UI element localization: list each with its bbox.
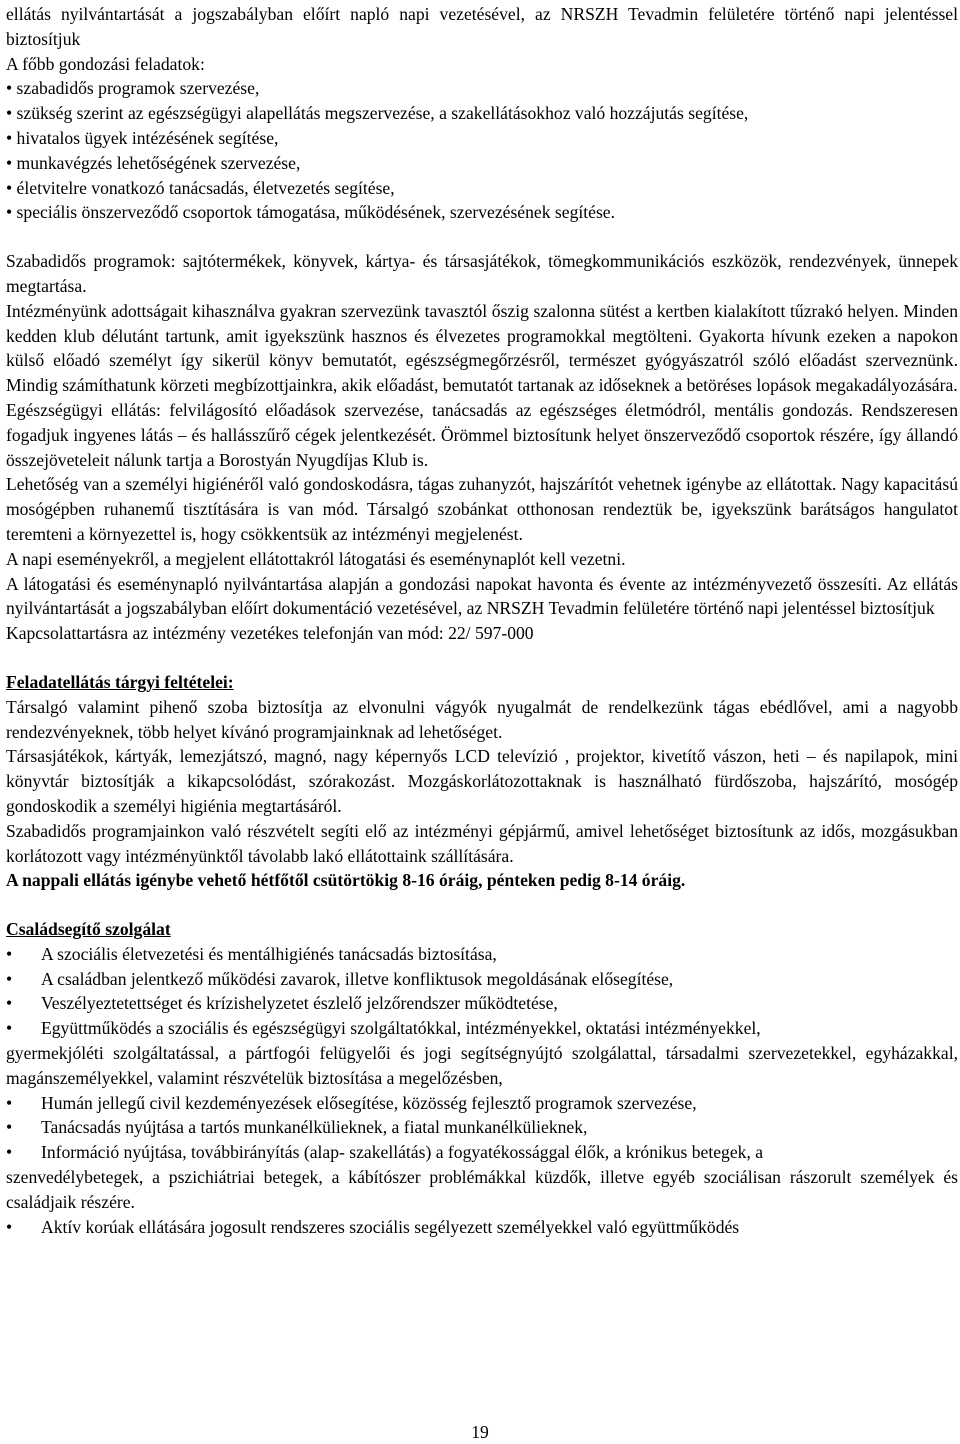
- intro-section: [6, 0, 958, 225]
- paragraph: A látogatási és eseménynapló nyilvántartása alapján a gondozási napokat havonta és évente az intézményvezető összesíti. Az ellátás nyilvántartását a jogszabályban előírt dokumentáció vezetésével, az NRSZH Tevadmin felületére történő napi jelentéssel biztosítjuk: [6, 573, 958, 619]
- bullet-icon: •: [6, 1117, 13, 1138]
- document-page: [6, 0, 958, 1239]
- task-item: • hivatalos ügyek intézésének segítése,: [6, 127, 279, 148]
- family-section: [6, 917, 958, 1239]
- task-item: • szükség szerint az egészségügyi alapellátás megszervezése, a szakellátásokhoz való hozzájutás segítése,: [6, 103, 749, 124]
- paragraph: Társalgó valamint pihenő szoba biztosítja az elvonulni vágyók nyugalmát de rendelkezünk tágas ebédlővel, ami a nagyobb rendezvényeknek, több helyet kívánó programjainknak ad lehetőséget.: [6, 696, 958, 742]
- service-list: [6, 942, 958, 1041]
- task-item: • speciális önszerveződő csoportok támogatása, működésének, szervezésének segítése.: [6, 202, 616, 223]
- bullet-icon: •: [6, 1018, 13, 1039]
- section-heading: Családsegítő szolgálat: [6, 919, 171, 940]
- bullet-icon: •: [6, 968, 13, 989]
- list-item-continuation: szenvedélybetegek, a pszichiátriai betegek, a kábítószer problémákkal küzdők, illetve egyéb szociálisan rászorult személyek és családjaik részére.: [6, 1167, 958, 1212]
- spacer: [6, 225, 958, 249]
- list-item: • A szociális életvezetési és mentálhigiénés tanácsadás biztosítása,: [6, 942, 958, 967]
- list-item: • Veszélyeztetettséget és krízishelyzetet észlelő jelzőrendszer működtetése,: [6, 991, 958, 1016]
- bullet-icon: •: [6, 943, 13, 964]
- paragraph: Lehetőség van a személyi higiénéről való gondoskodásra, tágas zuhanyzót, hajszárítót vehetnek igénybe az ellátottak. Nagy kapacitású mosógépben ruhanemű tisztítására is van mód. Társalgó szobánkat otthonosan rendeztük be, igyekszünk barátságos hangulatot teremteni a környezettel is, hogy csökkentsük az intézményi megjelenést.: [6, 474, 958, 544]
- tasks-title: A főbb gondozási feladatok:: [6, 53, 205, 74]
- paragraph: Szabadidős programjainkon való részvételt segíti elő az intézményi gépjármű, amivel lehetőséget biztosítunk az idős, mozgásukban korlátozott vagy intézményünktől távolabb lakó ellátottaink szállítására.: [6, 820, 958, 866]
- list-item-continuation: gyermekjóléti szolgáltatással, a pártfogói felügyelői és jogi segítségnyújtó szolgálattal, társadalmi szervezetekkel, egyházakkal, magánszemélyekkel, valamint részvételük biztosítása a megelőzésben,: [6, 1043, 958, 1088]
- paragraph: Intézményünk adottságait kihasználva gyakran szervezünk tavasztól őszig szalonna sütést a kertben kialakított tűzrakó helyen. Minden kedden klub délutánt tartunk, amit igyekszünk hasznos és élvezetes programokkal megtölteni. Gyakorta hívunk ezeken a napokon külső előadó személyt így sikerül könyv bemutatót, egészségmegőrzésről, természet gyógyászatról szóló előadást szerveznünk. Mindig számíthatunk körzeti megbízottjainkra, akik előadást, bemutatót tartanak az időseknek a betöréses lopások megakadályozására.: [6, 300, 958, 396]
- bullet-icon: •: [6, 1092, 13, 1113]
- list-item: • Információ nyújtása, továbbirányítás (alap- szakellátás) a fogyatékossággal élők, a krónikus betegek, a: [6, 1140, 958, 1165]
- task-item: • munkavégzés lehetőségének szervezése,: [6, 152, 301, 173]
- list-item: • Humán jellegű civil kezdeményezések elősegítése, közösség fejlesztő programok szervezése,: [6, 1091, 958, 1116]
- bullet-icon: •: [6, 1142, 13, 1163]
- service-list: [6, 1215, 958, 1240]
- programs-section: [6, 249, 958, 646]
- service-list: [6, 1091, 958, 1165]
- conditions-section: [6, 670, 958, 893]
- list-item: • A családban jelentkező működési zavarok, illetve konfliktusok megoldásának elősegítése,: [6, 967, 958, 992]
- intro-paragraph: ellátás nyilvántartását a jogszabályban előírt napló napi vezetésével, az NRSZH Tevadmin felületére történő napi jelentéssel biztosítjuk: [6, 4, 958, 49]
- spacer: [6, 893, 958, 917]
- list-item: • Együttműködés a szociális és egészségügyi szolgáltatókkal, intézményekkel, oktatási intézményekkel,: [6, 1016, 958, 1041]
- list-item: • Tanácsadás nyújtása a tartós munkanélkülieknek, a fiatal munkanélkülieknek,: [6, 1115, 958, 1140]
- page-number: 19: [471, 1422, 489, 1442]
- paragraph: Kapcsolattartásra az intézmény vezetékes telefonján van mód: 22/ 597-000: [6, 623, 534, 644]
- spacer: [6, 646, 958, 670]
- paragraph: Társasjátékok, kártyák, lemezjátszó, magnó, nagy képernyős LCD televízió , projektor, kivetítő vászon, heti – és napilapok, mini könyvtár biztosítják a kikapcsolódást, szórakozást. Mozgáskorlátozottaknak is használható fürdőszoba, hajszárító, mosógép gondoskodik a személyi higiénia megtartásáról.: [6, 746, 958, 816]
- section-heading: Feladatellátás tárgyi feltételei:: [6, 671, 234, 692]
- task-item: • szabadidős programok szervezése,: [6, 78, 260, 99]
- paragraph: A napi eseményekről, a megjelent ellátottakról látogatási és eseménynaplót kell vezetni.: [6, 548, 626, 569]
- paragraph: Egészségügyi ellátás: felvilágosító előadások szervezése, tanácsadás az egészséges életmódról, mentális gondozás. Rendszeresen fogadjuk ingyenes látás – és hallásszűrő cégek jelentkezését. Örömmel biztosítunk helyet önszerveződő csoportok részére, így állandó összejöveteleit nálunk tartja a Borostyán Nyugdíjas Klub is.: [6, 399, 958, 470]
- bullet-icon: •: [6, 993, 13, 1014]
- task-item: • életvitelre vonatkozó tanácsadás, életvezetés segítése,: [6, 177, 395, 198]
- list-item: • Aktív korúak ellátására jogosult rendszeres szociális segélyezett személyekkel való együttműködés: [6, 1215, 958, 1240]
- paragraph: Szabadidős programok: sajtótermékek, könyvek, kártya- és társasjátékok, tömegkommunikációs eszközök, rendezvények, ünnepek megtartása.: [6, 251, 958, 296]
- bullet-icon: •: [6, 1216, 13, 1237]
- opening-hours: A nappali ellátás igénybe vehető hétfőtől csütörtökig 8-16 óráig, pénteken pedig 8-14 óráig.: [6, 870, 686, 891]
